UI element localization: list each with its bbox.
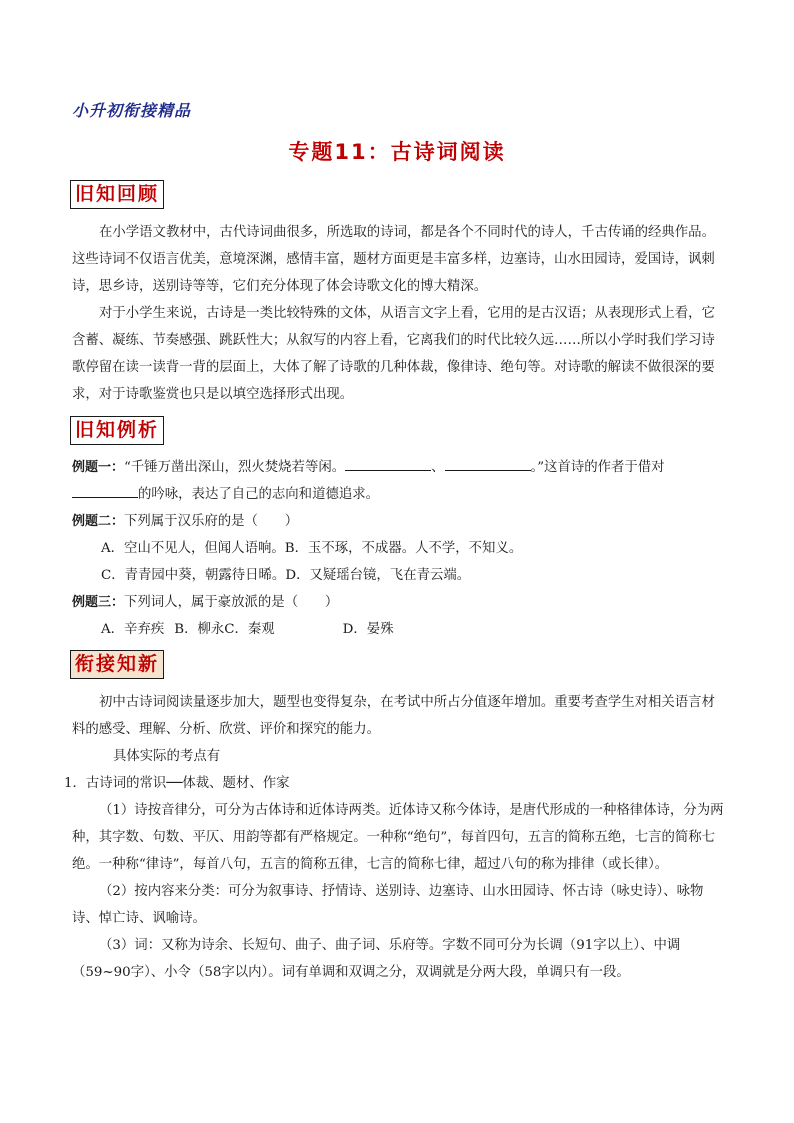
example-label: 例题三： xyxy=(72,595,125,610)
option-a[interactable]: A．辛弃疾 xyxy=(101,622,165,637)
option-a[interactable]: A．空山不见人，但闻人语响。 xyxy=(101,541,285,556)
paragraph: 在小学语文教材中，古代诗词曲很多，所选取的诗词，都是各个不同时代的诗人，千古传诵的经典作品。这些诗词不仅语言优美，意境深渊，感情丰富，题材方面更是丰富多样，边塞诗，山水田园诗，爱国诗，讽刺诗，思乡诗，送别诗等等，它们充分体现了体会诗歌文化的博大精深。 xyxy=(72,225,715,294)
sub-point: （2）按内容来分类：可分为叙事诗、抒情诗、送别诗、边塞诗、山水田园诗、怀古诗（咏史诗）、咏物诗、悼亡诗、讽喻诗。 xyxy=(72,884,704,926)
section-heading-examples: 旧知例析 xyxy=(70,416,164,445)
option-b[interactable]: B．柳永 xyxy=(174,622,225,637)
option-c[interactable]: C．青青园中葵，朝露待日晞。 xyxy=(101,568,286,583)
option-c[interactable]: C．秦观 xyxy=(224,622,275,637)
paragraph: 初中古诗词阅读量逐步加大，题型也变得复杂，在考试中所占分值逐年增加。重要考查学生对相关语言材料的感受、理解、分析、欣赏、评价和探究的能力。 xyxy=(72,695,715,737)
option-row xyxy=(72,562,724,589)
answer-blank[interactable] xyxy=(72,483,138,498)
points-intro: 具体实际的考点有 xyxy=(113,749,221,764)
option-b[interactable]: B．玉不琢，不成器。人不学，不知义。 xyxy=(284,541,523,556)
example-label: 例题一： xyxy=(72,460,125,475)
section-new-knowledge-body xyxy=(64,689,724,986)
answer-blank[interactable] xyxy=(445,456,531,471)
sub-point: （1）诗按音律分，可分为古体诗和近体诗两类。近体诗又称今体诗，是唐代形成的一种格律体诗，分为两种，其字数、句数、平仄、用韵等都有严格规定。一种称“绝句”，每首四句，五言的简称五绝，七言的简称七绝。一种称“律诗”，每首八句，五言的简称五律，七言的简称七律，超过八句的称为排律（或长律）。 xyxy=(72,803,724,872)
option-d[interactable]: D．又疑瑶台镜，飞在青云端。 xyxy=(285,568,471,583)
example-2: 例题二：下列属于汉乐府的是（ ） xyxy=(72,514,299,529)
option-d[interactable]: D．晏殊 xyxy=(342,622,394,637)
example-label: 例题二： xyxy=(72,514,125,529)
example-1: 例题一：“千锤万凿出深山，烈火焚烧若等闲。 、 。”这首诗的作者于借对 的吟咏，表达了自己的志向和道德追求。 xyxy=(72,454,724,508)
answer-blank[interactable] xyxy=(345,456,431,471)
option-row xyxy=(72,535,724,562)
page-title: 专题11：古诗词阅读 xyxy=(288,140,506,164)
point-heading: 1．古诗词的常识──体裁、题材、作家 xyxy=(64,776,290,791)
section-review-body xyxy=(72,219,724,408)
section-examples-body xyxy=(72,454,724,643)
series-label: 小升初衔接精品 xyxy=(72,101,192,120)
section-heading-review: 旧知回顾 xyxy=(70,180,164,209)
paragraph: 对于小学生来说，古诗是一类比较特殊的文体，从语言文字上看，它用的是古汉语；从表现形式上看，它含蓄、凝练、节奏感强、跳跃性大；从叙写的内容上看，它离我们的时代比较久远……所以小学时我们学习诗歌停留在读一读背一背的层面上，大体了解了诗歌的几种体裁，像律诗、绝句等。对诗歌的解读不做很深的要求，对于诗歌鉴赏也只是以填空选择形式出现。 xyxy=(72,306,715,402)
sub-point: （3）词：又称为诗余、长短句、曲子、曲子词、乐府等。字数不同可分为长调（91字以上）、中调（59~90字）、小令（58字以内）。词有单调和双调之分，双调就是分两大段，单调只有一段。 xyxy=(72,938,681,980)
option-row xyxy=(72,616,724,643)
section-heading-new-knowledge: 衔接知新 xyxy=(70,650,164,679)
example-3: 例题三：下列词人，属于豪放派的是（ ） xyxy=(72,595,339,610)
